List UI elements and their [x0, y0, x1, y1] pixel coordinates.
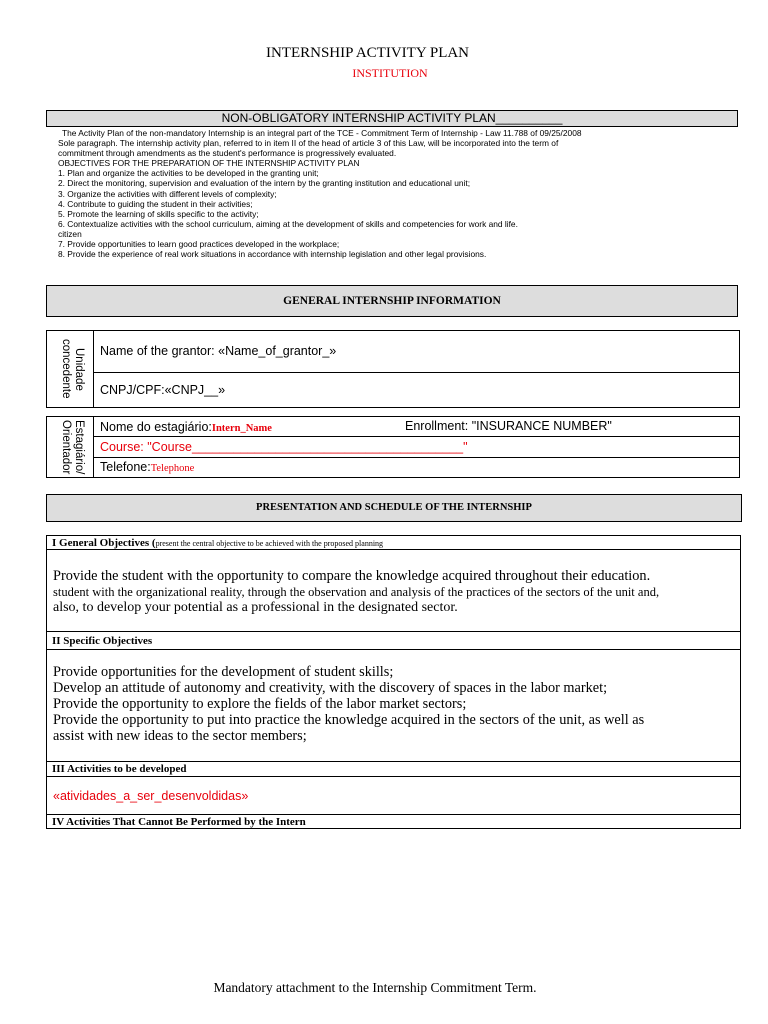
specific-objective-item: Provide the opportunity to explore the fields of the labor market sectors;	[53, 696, 467, 712]
footer-note: Mandatory attachment to the Internship Commitment Term.	[213, 980, 537, 995]
intro-line: The Activity Plan of the non-mandatory Internship is an integral part of the TCE - Commitment Term of Internship - Law 11.788 of 09/25/2008	[62, 128, 582, 138]
intro-line: 6. Contextualize activities with the school curriculum, aiming at the development of skills and competencies for work and life.	[58, 218, 518, 229]
presentation-table	[46, 535, 741, 829]
general-objectives-line: student with the organizational reality, through the observation and analysis of the practices of the sectors of the unit and,	[53, 585, 660, 599]
restricted-activities-header: IV Activities That Cannot Be Performed by the Intern	[47, 815, 741, 829]
page-subtitle: INSTITUTION	[352, 66, 428, 80]
intern-side-cell	[47, 417, 94, 478]
grantor-side-label: Unidade concedente	[60, 339, 85, 399]
intro-line: 7. Provide opportunities to learn good practices developed in the workplace;	[58, 239, 340, 250]
intro-line: OBJECTIVES FOR THE PREPARATION OF THE INTERNSHIP ACTIVITY PLAN	[58, 158, 360, 169]
intro-line: Sole paragraph. The internship activity plan, referred to in item II of the head of article 3 of this Law, will be incorporated into the term of	[58, 138, 559, 149]
activities-header: III Activities to be developed	[47, 762, 741, 777]
intro-line: 1. Plan and organize the activities to be developed in the granting unit;	[58, 168, 319, 179]
grantor-name-field[interactable]: Name of the grantor: «Name_of_grantor_»	[94, 331, 740, 373]
specific-objective-item: assist with new ideas to the sector members;	[53, 728, 307, 744]
intern-side-label: Estagiário/ Orientador	[60, 419, 85, 475]
intro-line: 2. Direct the monitoring, supervision and evaluation of the intern by the granting institution and educational unit;	[58, 178, 471, 189]
intern-name-value: Intern_Name	[211, 422, 272, 434]
presentation-title: PRESENTATION AND SCHEDULE OF THE INTERNSHIP	[46, 494, 742, 522]
enrollment-field: Enrollment: "INSURANCE NUMBER"	[405, 419, 612, 433]
intro-line: 3. Organize the activities with different levels of complexity;	[58, 188, 277, 199]
general-info-title: GENERAL INTERNSHIP INFORMATION	[46, 285, 738, 317]
plan-intro-text	[58, 128, 704, 260]
general-objectives-header: I General Objectives (present the central objective to be achieved with the proposed planning	[47, 536, 741, 550]
page-title: INTERNSHIP ACTIVITY PLAN	[265, 45, 470, 61]
grantor-table	[46, 330, 740, 408]
phone-row[interactable]	[94, 457, 740, 477]
general-objectives-note: present the central objective to be achieved with the proposed planning	[155, 538, 384, 548]
activities-field[interactable]: «atividades_a_ser_desenvoldidas»	[47, 777, 741, 815]
specific-objective-item: Develop an attitude of autonomy and creativity, with the discovery of spaces in the labor market;	[53, 680, 608, 696]
specific-objectives-header: II Specific Objectives	[47, 632, 741, 650]
general-objectives-body[interactable]	[47, 550, 741, 632]
general-objectives-line: also, to develop your potential as a professional in the designated sector.	[53, 600, 458, 615]
specific-objective-item: Provide opportunities for the development of student skills;	[53, 664, 394, 680]
intro-line: commitment through amendments as the student's performance is progressively evaluated.	[58, 148, 397, 159]
intern-name-row[interactable]	[94, 417, 740, 437]
plan-box-title: NON-OBLIGATORY INTERNSHIP ACTIVITY PLAN__________	[46, 110, 738, 127]
specific-objective-item: Provide the opportunity to put into practice the knowledge acquired in the sectors of the unit, as well as	[53, 712, 645, 728]
phone-value: Telephone	[150, 463, 195, 475]
phone-label: Telefone:	[100, 460, 151, 475]
intro-line: 5. Promote the learning of skills specific to the activity;	[58, 208, 259, 219]
intern-name-label: Nome do estagiário:	[100, 419, 212, 434]
specific-objectives-body[interactable]	[47, 650, 741, 762]
course-field[interactable]: Course: "Course_______________________________________"	[94, 437, 740, 457]
intro-line: 4. Contribute to guiding the student in their activities;	[58, 198, 253, 209]
grantor-side-cell	[47, 331, 94, 408]
intro-line: 8. Provide the experience of real work situations in accordance with internship legislation and other legal provisions.	[58, 249, 487, 260]
intro-line: citizen	[58, 228, 82, 239]
grantor-cnpj-field[interactable]: CNPJ/CPF:«CNPJ__»	[94, 372, 740, 407]
intern-table	[46, 416, 740, 478]
general-objectives-line: Provide the student with the opportunity to compare the knowledge acquired throughout their education.	[53, 568, 651, 584]
